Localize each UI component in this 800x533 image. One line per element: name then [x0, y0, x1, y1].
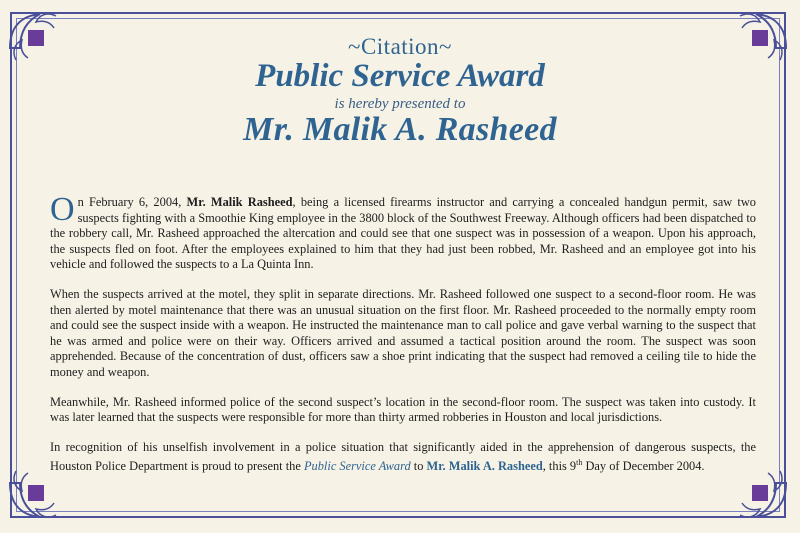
p1-text-a: n February 6, 2004,: [77, 195, 187, 209]
presented-line: is hereby presented to: [334, 96, 466, 112]
p4-text-d: Day of December 2004.: [582, 459, 705, 474]
drop-cap: O: [50, 191, 75, 228]
paragraph-1: [50, 191, 756, 273]
recipient-name: Mr. Malik A. Rasheed: [243, 111, 557, 148]
p1-text-b: , being a licensed firearms instructor and carrying a concealed handgun permit, saw two suspects fighting with a Smoothie King employee in the 3800 block of the Southwest Freeway. Although officers had been dispatched to the robbery call, Mr. Rasheed approached the altercation and could see that one suspect was in possession of a weapon. Upon his approach, the suspects fled on foot. After the employees explained to him that they had just been robbed, Mr. Rasheed and an employee got into his vehicle and followed the suspects to a La Quinta Inn.: [50, 195, 756, 272]
p4-text-a: In recognition of his unselfish involvement in a police situation that significantly aided in the apprehension of dangerous suspects, the Houston Police Department is proud to present the: [50, 439, 756, 474]
award-title: Public Service Award: [255, 58, 545, 94]
p4-text-c: , this 9: [542, 459, 577, 474]
certificate-header: [0, 34, 800, 149]
paragraph-2: When the suspects arrived at the motel, they split in separate directions. Mr. Rasheed followed one suspect to a second-floor room. He was then alerted by motel maintenance that there was an unusual situation on the first floor. Mr. Rasheed proceeded to the normally empty room and could see the suspect inside with a weapon. He instructed the maintenance man to call police and gave verbal warning to the suspect that he was armed and police were on their way. Officers arrived and assumed a tactical position around the room. The suspect was soon apprehended. Because of the concentration of dust, officers saw a shoe print indicating that the suspect had removed a ceiling tile to hide the money and weapon.: [50, 286, 756, 379]
p4-ordinal: th: [576, 458, 583, 468]
p4-text-b: to: [410, 459, 427, 474]
p1-recipient: Mr. Malik Rasheed: [186, 195, 293, 209]
p4-recipient: Mr. Malik A. Rasheed: [426, 459, 543, 474]
citation-heading: ~Citation~: [348, 34, 452, 59]
paragraph-3: Meanwhile, Mr. Rasheed informed police of the second suspect’s location in the second-floor room. The suspect was taken into custody. It was later learned that the suspects were responsible for more than thirty armed robberies in Houston and local jurisdictions.: [50, 394, 756, 425]
p4-award: Public Service Award: [303, 459, 411, 474]
citation-body: [50, 191, 756, 489]
paragraph-4: [50, 440, 756, 475]
